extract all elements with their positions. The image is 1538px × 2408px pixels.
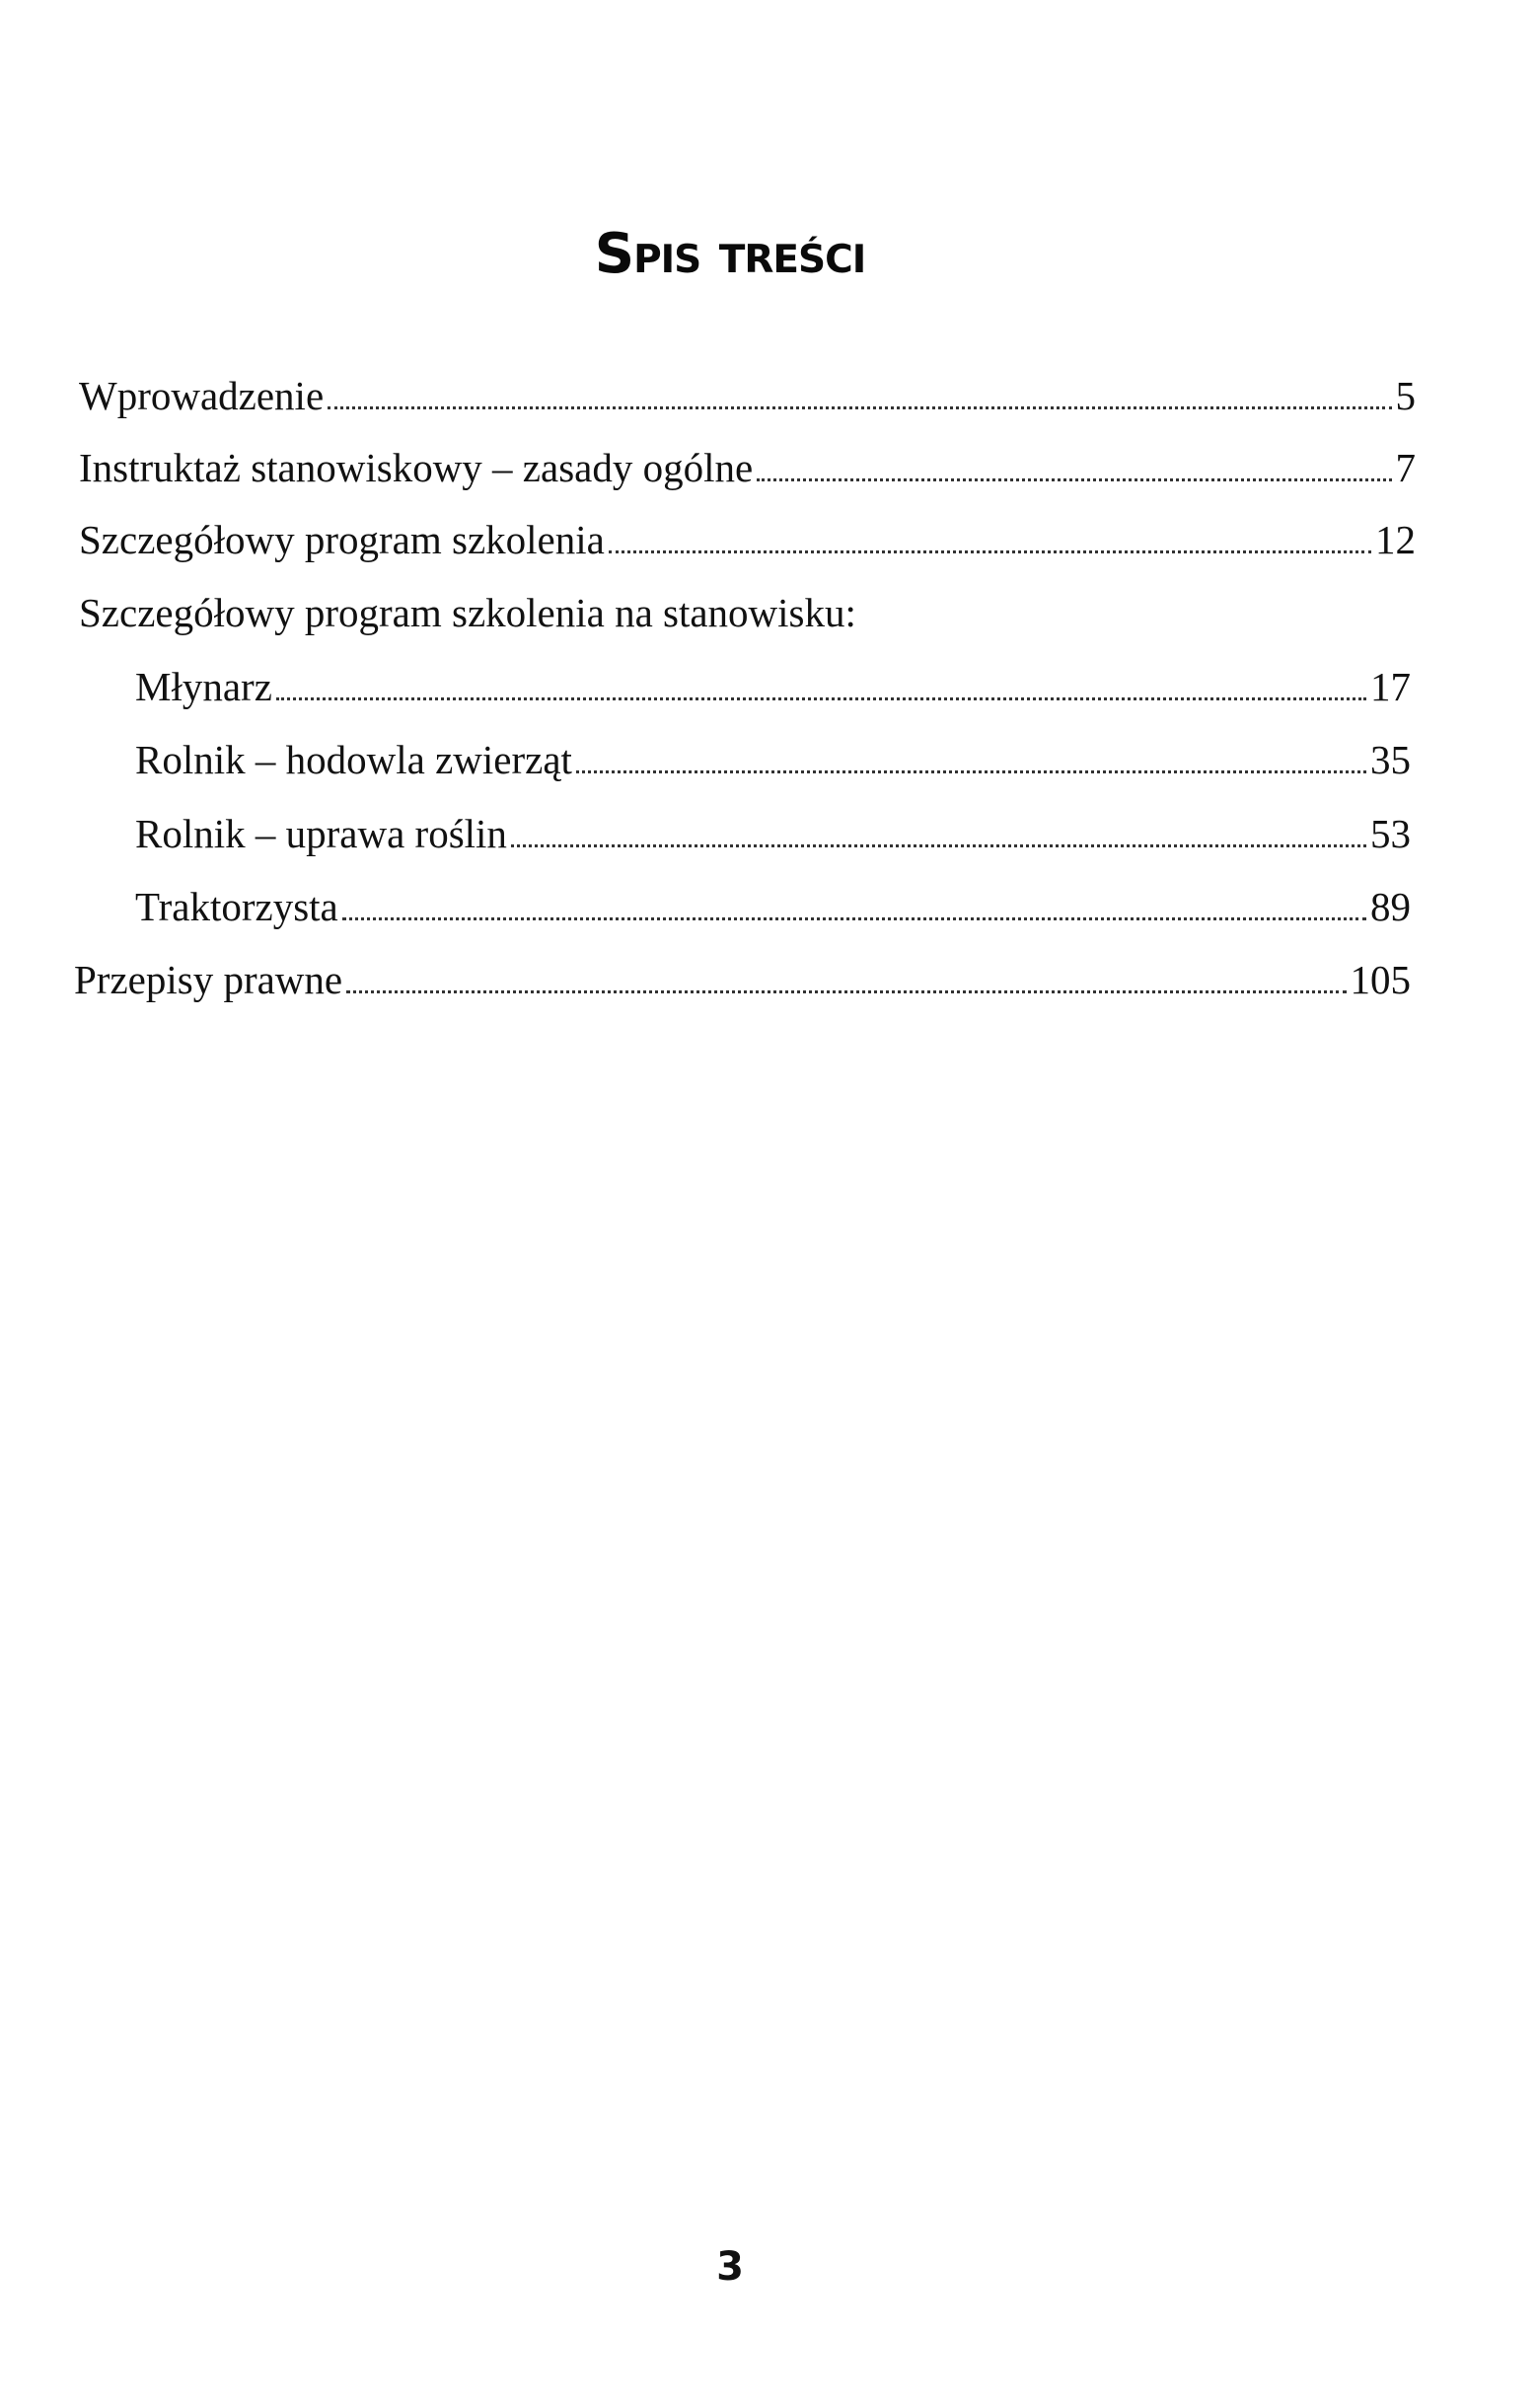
page-title: Spis treści bbox=[594, 222, 866, 286]
toc-entry-page: 17 bbox=[1370, 664, 1411, 709]
toc-entry-page: 105 bbox=[1350, 957, 1411, 1002]
toc-entry-page: 5 bbox=[1395, 373, 1416, 418]
toc-entry-page: 35 bbox=[1370, 737, 1411, 782]
toc-leader-dots bbox=[346, 990, 1346, 993]
toc-entry-szczegolowy-program bbox=[79, 514, 1416, 565]
toc-entry-label: Rolnik – uprawa roślin bbox=[135, 811, 507, 856]
toc-leader-dots bbox=[609, 550, 1371, 553]
toc-leader-dots bbox=[276, 697, 1366, 700]
toc-entry-label: Młynarz bbox=[135, 664, 272, 709]
toc-leader-dots bbox=[342, 917, 1366, 920]
toc-entry-page: 53 bbox=[1370, 811, 1411, 856]
toc-leader-dots bbox=[576, 770, 1366, 773]
toc-entry-rolnik-hodowla bbox=[135, 734, 1411, 785]
toc-entry-label: Szczegółowy program szkolenia na stanowisku: bbox=[79, 590, 856, 635]
toc-entry-label: Szczegółowy program szkolenia bbox=[79, 517, 605, 562]
toc-entry-rolnik-uprawa bbox=[135, 808, 1411, 859]
toc-entry-mlynarz bbox=[135, 661, 1411, 712]
toc-entry-przepisy-prawne bbox=[74, 954, 1411, 1005]
page-number: 3 bbox=[716, 2244, 744, 2290]
toc-entry-page: 7 bbox=[1395, 445, 1416, 490]
toc-entry-label: Traktorzysta bbox=[135, 884, 338, 929]
toc-entry-label: Przepisy prawne bbox=[74, 957, 343, 1002]
toc-entry-label: Wprowadzenie bbox=[79, 373, 325, 418]
toc-entry-page: 12 bbox=[1375, 517, 1416, 562]
toc-entry-instruktaz bbox=[79, 442, 1416, 493]
toc-entry-szczegolowy-program-stanowisko bbox=[79, 587, 1416, 638]
toc-leader-dots bbox=[757, 478, 1391, 481]
toc-entry-page: 89 bbox=[1370, 884, 1411, 929]
toc-leader-dots bbox=[511, 844, 1366, 847]
toc-leader-dots bbox=[328, 406, 1391, 409]
toc-entry-traktorzysta bbox=[135, 881, 1411, 932]
toc-entry-label: Rolnik – hodowla zwierząt bbox=[135, 737, 572, 782]
toc-entry-wprowadzenie bbox=[79, 370, 1416, 421]
toc-entry-label: Instruktaż stanowiskowy – zasady ogólne bbox=[79, 445, 754, 490]
